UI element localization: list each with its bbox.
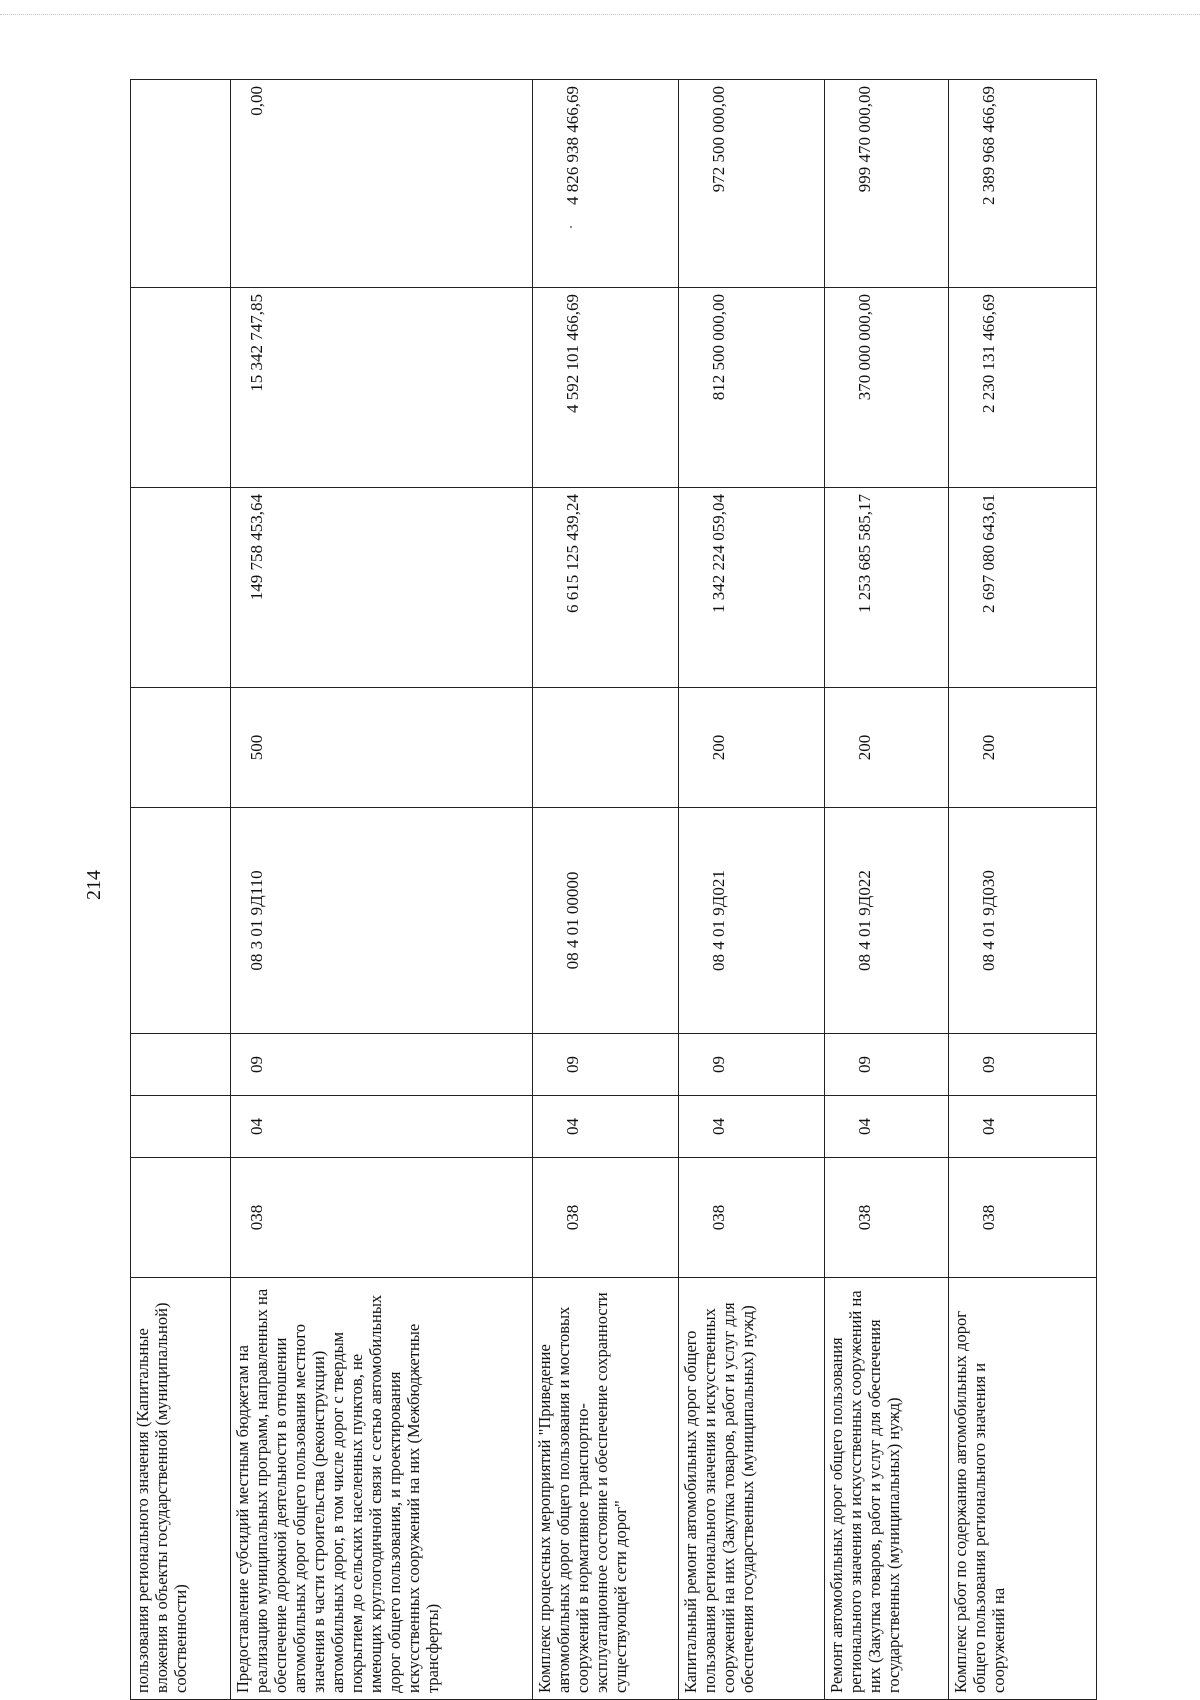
page-edge xyxy=(0,14,1200,15)
page-number: 214 xyxy=(83,870,105,900)
sum-year3-cell: 4 826 938 466,69 xyxy=(533,80,679,288)
sum-year1-cell: 2 697 080 643,61 xyxy=(949,488,1097,688)
ministry-code-cell: 038 xyxy=(231,1158,533,1278)
sum-year2-cell xyxy=(131,288,231,488)
expense-name-cell: Капитальный ремонт автомобильных дорог общего пользования регионального значения и искусственных сооружений на них (Закупка товаров, работ и услуг для обеспечения государственных (муниципальных) нужд) xyxy=(679,1278,825,1700)
section-code-cell: 04 xyxy=(679,1096,825,1158)
section-code-cell: 04 xyxy=(949,1096,1097,1158)
expense-name-cell: пользования регионального значения (Капитальные вложения в объекты государственной (муниципальной) собственности) xyxy=(131,1278,231,1700)
expense-name-cell: Комплекс работ по содержанию автомобильных дорог общего пользования регионального значения и сооружений на xyxy=(949,1278,1097,1700)
section-code-cell: 04 xyxy=(231,1096,533,1158)
expense-type-cell: 200 xyxy=(825,688,949,808)
target-code-cell: 08 4 01 9Д021 xyxy=(679,808,825,1034)
ministry-code-cell xyxy=(131,1158,231,1278)
target-code-cell: 08 4 01 9Д022 xyxy=(825,808,949,1034)
rotated-table-area xyxy=(130,80,1096,1700)
sum-year1-cell xyxy=(131,488,231,688)
sum-year2-cell: 2 230 131 466,69 xyxy=(949,288,1097,488)
section-code-cell: 04 xyxy=(533,1096,679,1158)
sum-year3-cell: 2 389 968 466,69 xyxy=(949,80,1097,288)
sum-year1-cell: 6 615 125 439,24 xyxy=(533,488,679,688)
sum-year3-cell: 999 470 000,00 xyxy=(825,80,949,288)
ministry-code-cell: 038 xyxy=(825,1158,949,1278)
sum-year3-cell: 972 500 000,00 xyxy=(679,80,825,288)
sum-year1-cell: 149 758 453,64 xyxy=(231,488,533,688)
target-code-cell: 08 3 01 9Д110 xyxy=(231,808,533,1034)
section-code-cell xyxy=(131,1096,231,1158)
expense-name-cell: Предоставление субсидий местным бюджетам на реализацию муниципальных программ, направленных на обеспечение дорожной деятельности в отношении автомобильных дорог общего пользования местного значения в части строительства (реконструкции) автомобильных дорог, в том числе дорог с твердым покрытием до сельских населенных пунктов, не имеющих круглогодичной связи с сетью автомобильных дорог общего пользования, и проектирования искусственных сооружений на них (Межбюджетные трансферты) xyxy=(231,1278,533,1700)
table-row xyxy=(131,80,231,1700)
subsection-code-cell xyxy=(131,1034,231,1096)
target-code-cell: 08 4 01 9Д030 xyxy=(949,808,1097,1034)
scan-speck xyxy=(570,226,572,228)
target-code-cell xyxy=(131,808,231,1034)
expense-name-cell: Комплекс процессных мероприятий "Приведение автомобильных дорог общего пользования и мостовых сооружений в нормативное транспортно-эксплуатационное состояние и обеспечение сохранности существующей сети дорог" xyxy=(533,1278,679,1700)
ministry-code-cell: 038 xyxy=(679,1158,825,1278)
rotated-table-frame xyxy=(130,80,1096,1700)
table-row xyxy=(533,80,679,1700)
expense-type-cell xyxy=(131,688,231,808)
ministry-code-cell: 038 xyxy=(949,1158,1097,1278)
sum-year2-cell: 812 500 000,00 xyxy=(679,288,825,488)
subsection-code-cell: 09 xyxy=(533,1034,679,1096)
sum-year2-cell: 370 000 000,00 xyxy=(825,288,949,488)
expense-type-cell: 200 xyxy=(949,688,1097,808)
expense-type-cell xyxy=(533,688,679,808)
target-code-cell: 08 4 01 00000 xyxy=(533,808,679,1034)
section-code-cell: 04 xyxy=(825,1096,949,1158)
sum-year1-cell: 1 342 224 059,04 xyxy=(679,488,825,688)
expense-type-cell: 500 xyxy=(231,688,533,808)
sum-year1-cell: 1 253 685 585,17 xyxy=(825,488,949,688)
subsection-code-cell: 09 xyxy=(231,1034,533,1096)
sum-year2-cell: 4 592 101 466,69 xyxy=(533,288,679,488)
budget-table xyxy=(130,79,1097,1700)
expense-name-cell: Ремонт автомобильных дорог общего пользования регионального значения и искусственных сооружений на них (Закупка товаров, работ и услуг для обеспечения государственных (муниципальных) нужд) xyxy=(825,1278,949,1700)
table-row xyxy=(949,80,1097,1700)
ministry-code-cell: 038 xyxy=(533,1158,679,1278)
sum-year3-cell xyxy=(131,80,231,288)
subsection-code-cell: 09 xyxy=(679,1034,825,1096)
expense-type-cell: 200 xyxy=(679,688,825,808)
subsection-code-cell: 09 xyxy=(825,1034,949,1096)
subsection-code-cell: 09 xyxy=(949,1034,1097,1096)
table-row xyxy=(679,80,825,1700)
table-row xyxy=(825,80,949,1700)
table-row xyxy=(231,80,533,1700)
sum-year2-cell: 15 342 747,85 xyxy=(231,288,533,488)
sum-year3-cell: 0,00 xyxy=(231,80,533,288)
